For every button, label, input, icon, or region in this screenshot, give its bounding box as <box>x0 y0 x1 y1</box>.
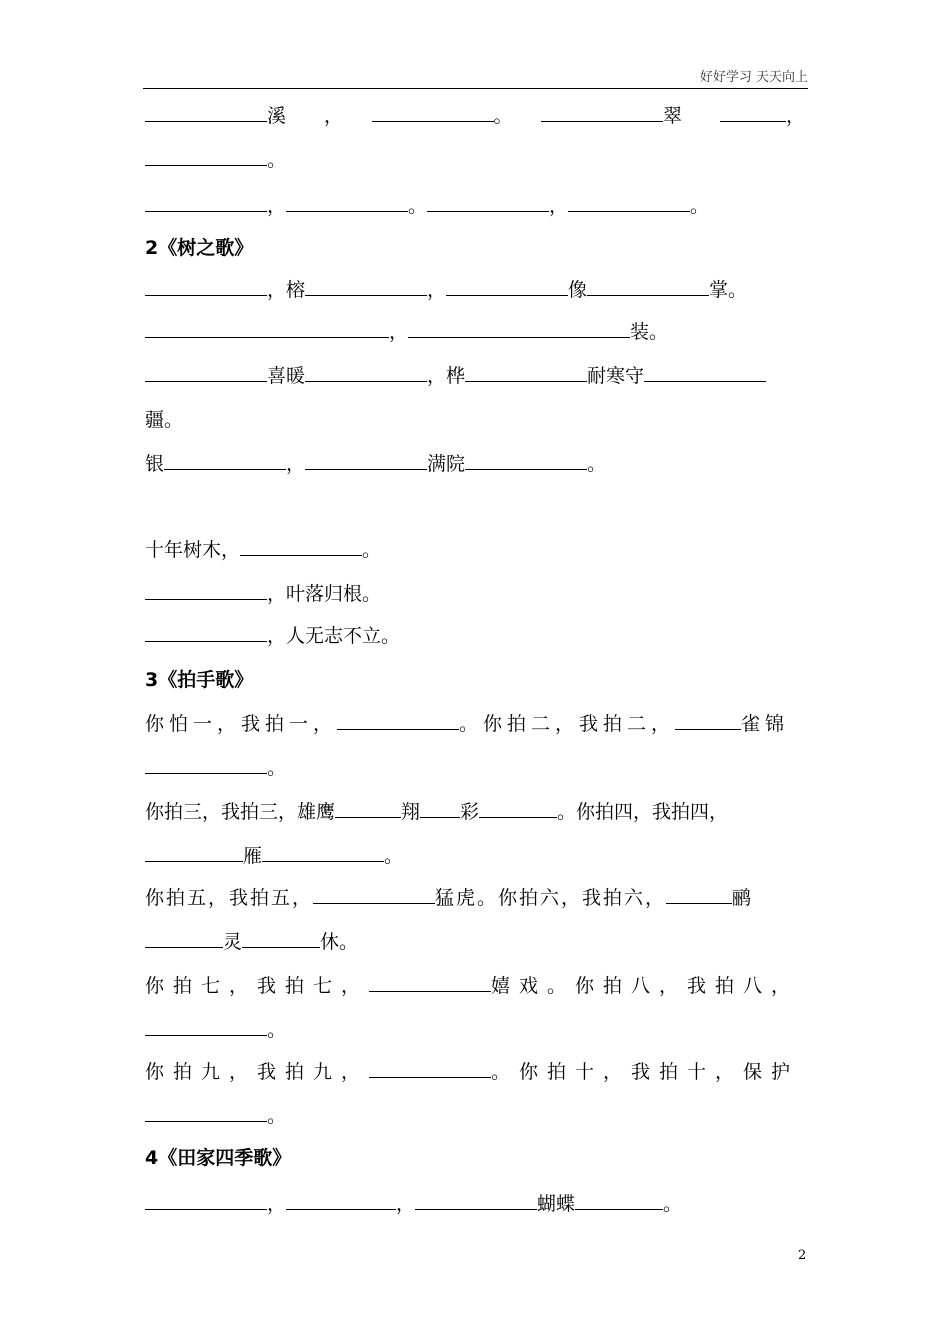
fill-in-blank[interactable] <box>568 210 690 212</box>
line-text: 耐寒守 <box>587 365 645 387</box>
fill-in-blank[interactable] <box>575 1208 663 1210</box>
line-text: 银 <box>145 453 165 475</box>
worksheet-line <box>145 104 805 128</box>
worksheet-line <box>145 538 381 562</box>
line-text: 猛虎。你拍六，我拍六， <box>435 887 667 909</box>
line-text: 。 <box>384 845 404 867</box>
line-text: 像 <box>568 279 588 301</box>
fill-in-blank[interactable] <box>420 816 460 818</box>
worksheet-line <box>145 320 668 344</box>
line-text: ， <box>427 279 447 301</box>
fill-in-blank[interactable] <box>465 468 587 470</box>
line-text: 休。 <box>320 931 359 953</box>
line-text: 。 <box>267 1019 287 1041</box>
line-text: 。 <box>362 539 382 561</box>
fill-in-blank[interactable] <box>145 336 389 338</box>
line-text: ， <box>786 105 806 127</box>
fill-in-blank[interactable] <box>313 902 435 904</box>
fill-in-blank[interactable] <box>145 1034 267 1036</box>
line-text: 装。 <box>630 321 669 343</box>
fill-in-blank[interactable] <box>372 120 494 122</box>
fill-in-blank[interactable] <box>145 294 267 296</box>
fill-in-blank[interactable] <box>720 120 786 122</box>
worksheet-line <box>145 1060 799 1084</box>
fill-in-blank[interactable] <box>262 860 384 862</box>
fill-in-blank[interactable] <box>145 1120 267 1122</box>
line-text: ， <box>286 453 306 475</box>
line-text: 你拍三，我拍三，雄鹰 <box>145 801 336 823</box>
line-text: ， <box>549 195 569 217</box>
line-text: 3《拍手歌》 <box>145 669 254 691</box>
line-text: 。你拍四，我拍四， <box>557 801 729 823</box>
fill-in-blank[interactable] <box>145 164 267 166</box>
header-rule <box>143 88 808 89</box>
line-text: 溪 ， <box>267 105 372 127</box>
page-number: 2 <box>798 1248 807 1263</box>
line-text: 蝴蝶 <box>537 1193 576 1215</box>
fill-in-blank[interactable] <box>305 468 427 470</box>
fill-in-blank[interactable] <box>335 816 401 818</box>
line-text: ， <box>267 1193 287 1215</box>
line-text: 。你拍二，我拍二， <box>459 713 676 735</box>
fill-in-blank[interactable] <box>145 772 267 774</box>
fill-in-blank[interactable] <box>408 336 630 338</box>
fill-in-blank[interactable] <box>427 210 549 212</box>
fill-in-blank[interactable] <box>305 294 427 296</box>
line-text: 你拍五，我拍五， <box>145 887 314 909</box>
fill-in-blank[interactable] <box>240 554 362 556</box>
line-text: ， <box>389 321 409 343</box>
worksheet-line <box>145 756 286 780</box>
fill-in-blank[interactable] <box>675 728 741 730</box>
line-text: 嬉戏。你拍八，我拍八， <box>491 975 800 997</box>
line-text: 翔 <box>401 801 421 823</box>
worksheet-line <box>145 582 381 606</box>
worksheet-line <box>145 1018 286 1042</box>
fill-in-blank[interactable] <box>644 380 766 382</box>
fill-in-blank[interactable] <box>286 210 408 212</box>
fill-in-blank[interactable] <box>369 1076 491 1078</box>
section-title <box>145 668 253 692</box>
section-title <box>145 1146 291 1170</box>
line-text: 雀锦 <box>741 713 790 735</box>
fill-in-blank[interactable] <box>145 640 267 642</box>
worksheet-line <box>145 624 400 648</box>
line-text: 。 <box>267 1105 287 1127</box>
worksheet-line <box>145 1104 286 1128</box>
fill-in-blank[interactable] <box>145 380 267 382</box>
line-text: 翠 <box>663 105 721 127</box>
fill-in-blank[interactable] <box>242 946 320 948</box>
worksheet-line <box>145 974 799 998</box>
line-text: 喜暖 <box>267 365 306 387</box>
line-text: 灵 <box>223 931 243 953</box>
line-text: 4《田家四季歌》 <box>145 1147 292 1169</box>
worksheet-line <box>145 452 606 476</box>
fill-in-blank[interactable] <box>446 294 568 296</box>
fill-in-blank[interactable] <box>415 1208 537 1210</box>
line-text: 。 <box>663 1193 683 1215</box>
line-text: ， <box>396 1193 416 1215</box>
line-text: 。 <box>267 757 287 779</box>
fill-in-blank[interactable] <box>145 946 223 948</box>
worksheet-line <box>145 278 747 302</box>
line-text: 。 <box>493 105 542 127</box>
fill-in-blank[interactable] <box>305 380 427 382</box>
line-text: 。 <box>690 195 710 217</box>
line-text: ，榕 <box>267 279 306 301</box>
line-text: 。 <box>587 453 607 475</box>
fill-in-blank[interactable] <box>369 990 491 992</box>
fill-in-blank[interactable] <box>145 860 243 862</box>
fill-in-blank[interactable] <box>465 380 587 382</box>
line-text: 。你拍十，我拍十，保护 <box>491 1061 800 1083</box>
worksheet-line <box>145 712 789 736</box>
line-text: 2《树之歌》 <box>145 237 254 259</box>
fill-in-blank[interactable] <box>145 1208 267 1210</box>
line-text: 彩 <box>460 801 480 823</box>
fill-in-blank[interactable] <box>666 902 732 904</box>
fill-in-blank[interactable] <box>145 120 267 122</box>
line-text: 掌。 <box>709 279 748 301</box>
worksheet-line <box>145 800 728 824</box>
worksheet-line <box>145 844 403 868</box>
fill-in-blank[interactable] <box>164 468 286 470</box>
worksheet-line <box>145 1192 682 1216</box>
fill-in-blank[interactable] <box>479 816 557 818</box>
line-text: 十年树木， <box>145 539 241 561</box>
page-header: 好好学习 天天向上 <box>699 70 808 85</box>
fill-in-blank[interactable] <box>286 1208 396 1210</box>
line-text: ，桦 <box>427 365 466 387</box>
worksheet-line <box>145 886 753 910</box>
fill-in-blank[interactable] <box>145 598 267 600</box>
section-title <box>145 236 253 260</box>
line-text: 雁 <box>243 845 263 867</box>
line-text: 你拍九，我拍九， <box>145 1061 370 1083</box>
line-text: 疆。 <box>145 409 184 431</box>
worksheet-line <box>145 148 286 172</box>
line-text: 你怕一，我拍一， <box>145 713 338 735</box>
line-text: ， <box>267 195 287 217</box>
line-text: ，人无志不立。 <box>267 625 401 647</box>
fill-in-blank[interactable] <box>145 210 267 212</box>
line-text: 。 <box>408 195 428 217</box>
line-text: 你拍七，我拍七， <box>145 975 370 997</box>
worksheet-line <box>145 194 709 218</box>
fill-in-blank[interactable] <box>587 294 709 296</box>
worksheet-line <box>145 408 183 432</box>
line-text: 。 <box>267 149 287 171</box>
line-text: 满院 <box>427 453 466 475</box>
fill-in-blank[interactable] <box>337 728 459 730</box>
line-text: ，叶落归根。 <box>267 583 382 605</box>
worksheet-line <box>145 364 766 388</box>
worksheet-line <box>145 930 358 954</box>
fill-in-blank[interactable] <box>541 120 663 122</box>
line-text: 鹂 <box>732 887 754 909</box>
